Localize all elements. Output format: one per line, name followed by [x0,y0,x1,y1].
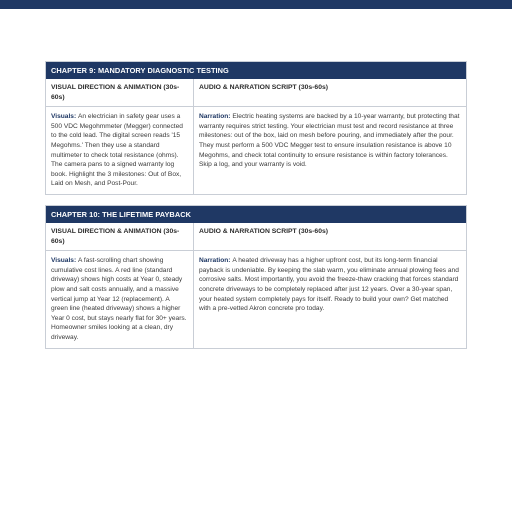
top-banner-bar [0,0,512,9]
narration-lead-label: Narration: [199,113,233,121]
column-header-row [46,79,466,107]
visual-lead-label: Visuals: [51,257,78,265]
audio-cell [194,251,466,347]
chapter-9-table [45,61,467,195]
narration-script: Electric heating systems are backed by a 10-year warranty, but protecting that warranty requires strict testing. Your electrician must test and record resistance at three milestones: out of the box, laid on mesh before pouring, and immediately after the pour. They must perform a 500 VDC Megger test to ensure insulation resistance is above 10 Megohms, and check total continuity to ensure resistance is within factory tolerances. Skip a log, and your warranty is void. [199,113,460,169]
content-row [46,107,466,194]
chapter-title: CHAPTER 10: THE LIFETIME PAYBACK [46,206,466,223]
chapter-title: CHAPTER 9: MANDATORY DIAGNOSTIC TESTING [46,62,466,79]
audio-column-header: AUDIO & NARRATION SCRIPT (30s-60s) [199,84,329,91]
content-row [46,251,466,347]
narration-script: A heated driveway has a higher upfront cost, but its long-term financial payback is undeniable. By keeping the slab warm, you eliminate annual plowing fees and corrosive salts. Most importantly, you avoid the freeze-thaw cracking that forces standard concrete driveways to be completely replaced after just 12 years. Over a 30-year span, your heated system completely pays for itself. Ready to build your own? Get matched with a pre-vetted Akron concrete pro today. [199,257,459,313]
chapter-10-table [45,205,467,349]
visual-column-header: VISUAL DIRECTION & ANIMATION (30s-60s) [46,223,194,250]
column-header-row [46,223,466,251]
audio-column-header: AUDIO & NARRATION SCRIPT (30s-60s) [199,228,329,235]
visual-description: An electrician in safety gear uses a 500 VDC Megohmmeter (Megger) connected to the cold lead. The digital screen reads '15 Megohms.' Then they use a standard multimeter to check total resistance (ohms). The camera pans to a signed warranty log book. Highlight the 3 milestones: Out of Box, Laid on Mesh, and Post-Pour. [51,113,183,188]
audio-cell [194,107,466,194]
narration-lead-label: Narration: [199,257,233,265]
visual-description: A fast-scrolling chart showing cumulative cost lines. A red line (standard driveway) shows high costs at Year 0, steady plow and salt costs annually, and a massive vertical jump at Year 12 (replacement). A green line (heated driveway) shows a higher Year 0 cost, but stays nearly flat for 30+ years. Homeowner smiles looking at a clean, dry driveway. [51,257,187,341]
visual-column-header: VISUAL DIRECTION & ANIMATION (30s-60s) [46,79,194,106]
visual-cell [46,251,194,347]
visual-lead-label: Visuals: [51,113,78,121]
visual-cell [46,107,194,194]
